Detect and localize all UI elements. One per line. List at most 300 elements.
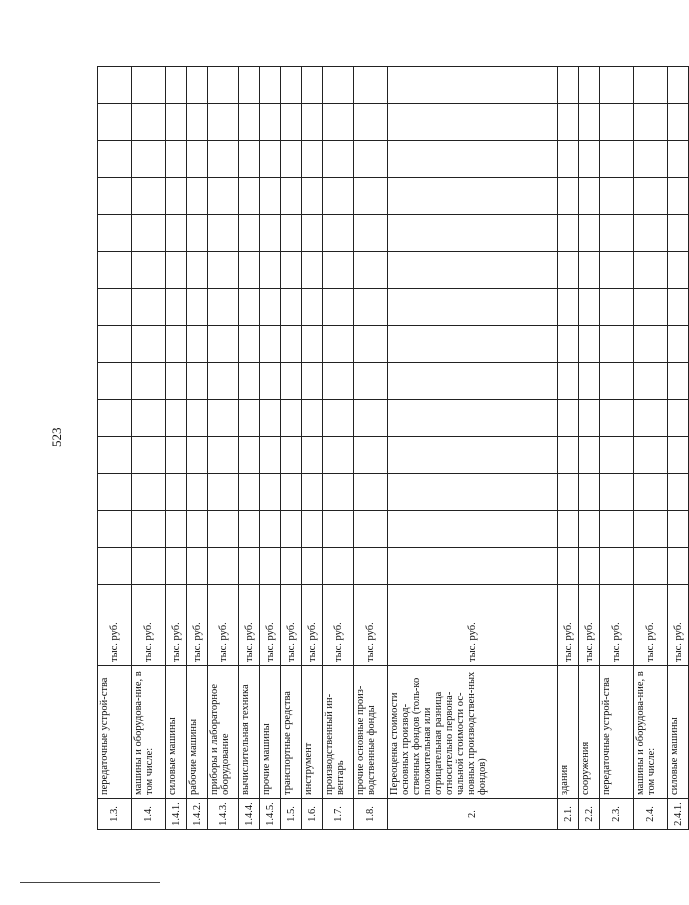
- empty-cell: [354, 67, 388, 104]
- empty-cell: [239, 178, 260, 215]
- table-row: [239, 67, 260, 830]
- empty-cell: [132, 252, 166, 289]
- empty-cell: [260, 326, 281, 363]
- empty-cell: [281, 141, 302, 178]
- empty-cell: [260, 215, 281, 252]
- table-row: [98, 67, 132, 830]
- empty-cell: [668, 400, 689, 437]
- empty-cell: [98, 215, 132, 252]
- row-unit: тыс. руб.: [239, 585, 260, 666]
- empty-cell: [239, 141, 260, 178]
- table-row: [388, 67, 558, 830]
- empty-cell: [208, 215, 239, 252]
- empty-cell: [281, 326, 302, 363]
- empty-cell: [600, 141, 634, 178]
- empty-cell: [208, 104, 239, 141]
- empty-cell: [239, 326, 260, 363]
- empty-cell: [558, 326, 579, 363]
- empty-cell: [132, 474, 166, 511]
- empty-cell: [600, 363, 634, 400]
- empty-cell: [388, 326, 558, 363]
- empty-cell: [239, 289, 260, 326]
- row-unit: тыс. руб.: [187, 585, 208, 666]
- empty-cell: [281, 474, 302, 511]
- empty-cell: [132, 511, 166, 548]
- table-row: [281, 67, 302, 830]
- empty-cell: [208, 437, 239, 474]
- empty-cell: [558, 548, 579, 585]
- empty-cell: [132, 215, 166, 252]
- empty-cell: [187, 326, 208, 363]
- empty-cell: [98, 548, 132, 585]
- empty-cell: [166, 363, 187, 400]
- empty-cell: [132, 400, 166, 437]
- empty-cell: [98, 400, 132, 437]
- empty-cell: [260, 400, 281, 437]
- empty-cell: [579, 437, 600, 474]
- empty-cell: [208, 326, 239, 363]
- empty-cell: [302, 474, 323, 511]
- row-unit: тыс. руб.: [98, 585, 132, 666]
- empty-cell: [260, 548, 281, 585]
- row-name: прочие основные произ-водственные фонды: [354, 666, 388, 799]
- row-name: силовые машины: [166, 666, 187, 799]
- empty-cell: [634, 474, 668, 511]
- empty-cell: [558, 178, 579, 215]
- row-unit: тыс. руб.: [208, 585, 239, 666]
- empty-cell: [166, 67, 187, 104]
- empty-cell: [187, 289, 208, 326]
- empty-cell: [579, 104, 600, 141]
- empty-cell: [600, 215, 634, 252]
- empty-cell: [208, 141, 239, 178]
- empty-cell: [132, 141, 166, 178]
- empty-cell: [281, 215, 302, 252]
- empty-cell: [579, 141, 600, 178]
- empty-cell: [187, 437, 208, 474]
- empty-cell: [388, 400, 558, 437]
- empty-cell: [260, 511, 281, 548]
- empty-cell: [323, 67, 354, 104]
- row-name: передаточные устрой-ства: [600, 666, 634, 799]
- row-number: 1.6.: [302, 799, 323, 830]
- empty-cell: [302, 178, 323, 215]
- empty-cell: [132, 67, 166, 104]
- empty-cell: [98, 511, 132, 548]
- row-unit: тыс. руб.: [354, 585, 388, 666]
- empty-cell: [166, 289, 187, 326]
- empty-cell: [388, 548, 558, 585]
- table-row: [166, 67, 187, 830]
- empty-cell: [281, 363, 302, 400]
- empty-cell: [323, 548, 354, 585]
- empty-cell: [302, 511, 323, 548]
- row-name: машины и оборудова-ние, в том числе:: [132, 666, 166, 799]
- empty-cell: [98, 474, 132, 511]
- row-name: инструмент: [302, 666, 323, 799]
- row-number: 2.4.1.: [668, 799, 689, 830]
- empty-cell: [208, 548, 239, 585]
- empty-cell: [323, 400, 354, 437]
- empty-cell: [354, 400, 388, 437]
- table-row: [354, 67, 388, 830]
- empty-cell: [323, 474, 354, 511]
- empty-cell: [388, 141, 558, 178]
- empty-cell: [187, 400, 208, 437]
- row-number: 2.2.: [579, 799, 600, 830]
- table-row: [634, 67, 668, 830]
- empty-cell: [558, 104, 579, 141]
- empty-cell: [634, 511, 668, 548]
- table-row: [579, 67, 600, 830]
- empty-cell: [239, 548, 260, 585]
- empty-cell: [600, 400, 634, 437]
- empty-cell: [281, 104, 302, 141]
- row-name: приборы и лабораторное оборудование: [208, 666, 239, 799]
- empty-cell: [166, 104, 187, 141]
- row-number: 1.3.: [98, 799, 132, 830]
- row-unit: тыс. руб.: [579, 585, 600, 666]
- empty-cell: [98, 252, 132, 289]
- empty-cell: [302, 104, 323, 141]
- empty-cell: [302, 289, 323, 326]
- empty-cell: [98, 326, 132, 363]
- row-unit: тыс. руб.: [166, 585, 187, 666]
- empty-cell: [634, 289, 668, 326]
- empty-cell: [388, 289, 558, 326]
- row-unit: тыс. руб.: [302, 585, 323, 666]
- empty-cell: [323, 363, 354, 400]
- empty-cell: [388, 178, 558, 215]
- empty-cell: [260, 67, 281, 104]
- empty-cell: [208, 289, 239, 326]
- empty-cell: [302, 437, 323, 474]
- empty-cell: [260, 437, 281, 474]
- empty-cell: [239, 437, 260, 474]
- empty-cell: [166, 215, 187, 252]
- empty-cell: [260, 104, 281, 141]
- row-number: 1.7.: [323, 799, 354, 830]
- row-number: 1.4.: [132, 799, 166, 830]
- empty-cell: [668, 548, 689, 585]
- table-row: [668, 67, 689, 830]
- empty-cell: [579, 511, 600, 548]
- row-number: 1.5.: [281, 799, 302, 830]
- empty-cell: [668, 326, 689, 363]
- empty-cell: [634, 141, 668, 178]
- empty-cell: [239, 252, 260, 289]
- empty-cell: [354, 141, 388, 178]
- empty-cell: [302, 326, 323, 363]
- table-row: [558, 67, 579, 830]
- empty-cell: [354, 289, 388, 326]
- empty-cell: [600, 326, 634, 363]
- empty-cell: [354, 437, 388, 474]
- empty-cell: [166, 474, 187, 511]
- row-unit: тыс. руб.: [600, 585, 634, 666]
- empty-cell: [260, 289, 281, 326]
- empty-cell: [281, 289, 302, 326]
- empty-cell: [187, 474, 208, 511]
- empty-cell: [634, 178, 668, 215]
- empty-cell: [187, 178, 208, 215]
- empty-cell: [558, 141, 579, 178]
- empty-cell: [239, 363, 260, 400]
- empty-cell: [302, 400, 323, 437]
- empty-cell: [668, 437, 689, 474]
- empty-cell: [302, 141, 323, 178]
- empty-cell: [579, 252, 600, 289]
- empty-cell: [260, 141, 281, 178]
- empty-cell: [260, 252, 281, 289]
- empty-cell: [98, 363, 132, 400]
- empty-cell: [187, 104, 208, 141]
- empty-cell: [132, 437, 166, 474]
- row-name: производственный ин-вентарь: [323, 666, 354, 799]
- row-number: 2.3.: [600, 799, 634, 830]
- empty-cell: [579, 289, 600, 326]
- table-wrap: [97, 100, 684, 830]
- empty-cell: [600, 511, 634, 548]
- empty-cell: [579, 474, 600, 511]
- row-number: 1.4.3.: [208, 799, 239, 830]
- empty-cell: [600, 548, 634, 585]
- row-unit: тыс. руб.: [388, 585, 558, 666]
- empty-cell: [388, 474, 558, 511]
- empty-cell: [239, 67, 260, 104]
- empty-cell: [302, 215, 323, 252]
- empty-cell: [166, 437, 187, 474]
- empty-cell: [323, 326, 354, 363]
- row-name: прочие машины: [260, 666, 281, 799]
- empty-cell: [239, 511, 260, 548]
- empty-cell: [558, 437, 579, 474]
- empty-cell: [302, 363, 323, 400]
- empty-cell: [388, 437, 558, 474]
- empty-cell: [600, 474, 634, 511]
- empty-cell: [354, 252, 388, 289]
- empty-cell: [354, 326, 388, 363]
- empty-cell: [187, 363, 208, 400]
- row-name: сооружения: [579, 666, 600, 799]
- empty-cell: [600, 104, 634, 141]
- empty-cell: [98, 178, 132, 215]
- empty-cell: [388, 252, 558, 289]
- empty-cell: [187, 67, 208, 104]
- empty-cell: [98, 289, 132, 326]
- empty-cell: [166, 400, 187, 437]
- empty-cell: [600, 289, 634, 326]
- empty-cell: [132, 363, 166, 400]
- row-unit: тыс. руб.: [634, 585, 668, 666]
- empty-cell: [281, 67, 302, 104]
- empty-cell: [388, 215, 558, 252]
- empty-cell: [302, 252, 323, 289]
- empty-cell: [98, 104, 132, 141]
- empty-cell: [354, 104, 388, 141]
- empty-cell: [579, 67, 600, 104]
- empty-cell: [239, 474, 260, 511]
- row-number: 1.4.4.: [239, 799, 260, 830]
- table-row: [302, 67, 323, 830]
- empty-cell: [302, 548, 323, 585]
- empty-cell: [558, 474, 579, 511]
- empty-cell: [239, 400, 260, 437]
- row-number: 1.4.5.: [260, 799, 281, 830]
- empty-cell: [187, 511, 208, 548]
- empty-cell: [634, 215, 668, 252]
- table-row: [208, 67, 239, 830]
- row-unit: тыс. руб.: [260, 585, 281, 666]
- empty-cell: [558, 252, 579, 289]
- empty-cell: [132, 289, 166, 326]
- empty-cell: [579, 326, 600, 363]
- empty-cell: [166, 326, 187, 363]
- table-row: [132, 67, 166, 830]
- empty-cell: [634, 104, 668, 141]
- empty-cell: [323, 178, 354, 215]
- empty-cell: [281, 437, 302, 474]
- empty-cell: [166, 548, 187, 585]
- empty-cell: [98, 437, 132, 474]
- empty-cell: [634, 67, 668, 104]
- empty-cell: [668, 104, 689, 141]
- empty-cell: [668, 67, 689, 104]
- empty-cell: [260, 474, 281, 511]
- empty-cell: [323, 141, 354, 178]
- empty-cell: [132, 548, 166, 585]
- empty-cell: [98, 141, 132, 178]
- empty-cell: [668, 141, 689, 178]
- empty-cell: [354, 548, 388, 585]
- empty-cell: [388, 511, 558, 548]
- empty-cell: [579, 178, 600, 215]
- empty-cell: [600, 252, 634, 289]
- empty-cell: [208, 474, 239, 511]
- row-unit: тыс. руб.: [323, 585, 354, 666]
- empty-cell: [634, 548, 668, 585]
- row-name: машины и оборудова-ние, в том числе:: [634, 666, 668, 799]
- row-number: 1.4.1.: [166, 799, 187, 830]
- empty-cell: [579, 215, 600, 252]
- empty-cell: [208, 511, 239, 548]
- empty-cell: [281, 548, 302, 585]
- empty-cell: [323, 252, 354, 289]
- empty-cell: [668, 289, 689, 326]
- page-number: 523: [49, 427, 64, 447]
- row-name: здания: [558, 666, 579, 799]
- empty-cell: [187, 141, 208, 178]
- empty-cell: [668, 178, 689, 215]
- empty-cell: [634, 326, 668, 363]
- empty-cell: [323, 289, 354, 326]
- empty-cell: [281, 511, 302, 548]
- empty-cell: [354, 363, 388, 400]
- empty-cell: [323, 215, 354, 252]
- empty-cell: [239, 104, 260, 141]
- empty-cell: [668, 215, 689, 252]
- footnote-rule: [20, 882, 160, 883]
- empty-cell: [166, 252, 187, 289]
- empty-cell: [558, 289, 579, 326]
- table-row: [600, 67, 634, 830]
- row-unit: тыс. руб.: [132, 585, 166, 666]
- row-name: рабочие машины: [187, 666, 208, 799]
- row-unit: тыс. руб.: [281, 585, 302, 666]
- row-unit: тыс. руб.: [558, 585, 579, 666]
- empty-cell: [208, 252, 239, 289]
- empty-cell: [668, 363, 689, 400]
- row-name: силовые машины: [668, 666, 689, 799]
- empty-cell: [208, 178, 239, 215]
- empty-cell: [579, 548, 600, 585]
- empty-cell: [239, 215, 260, 252]
- empty-cell: [354, 511, 388, 548]
- row-number: 2.4.: [634, 799, 668, 830]
- empty-cell: [260, 178, 281, 215]
- empty-cell: [208, 67, 239, 104]
- empty-cell: [558, 67, 579, 104]
- empty-cell: [132, 104, 166, 141]
- empty-cell: [166, 511, 187, 548]
- row-number: 2.1.: [558, 799, 579, 830]
- empty-cell: [281, 178, 302, 215]
- empty-cell: [558, 511, 579, 548]
- empty-cell: [354, 178, 388, 215]
- empty-cell: [166, 141, 187, 178]
- empty-cell: [668, 474, 689, 511]
- row-number: 2.: [388, 799, 558, 830]
- empty-cell: [634, 363, 668, 400]
- empty-cell: [634, 400, 668, 437]
- empty-cell: [388, 363, 558, 400]
- empty-cell: [558, 400, 579, 437]
- row-number: 1.4.2.: [187, 799, 208, 830]
- empty-cell: [281, 252, 302, 289]
- empty-cell: [579, 400, 600, 437]
- empty-cell: [281, 400, 302, 437]
- empty-cell: [187, 548, 208, 585]
- empty-cell: [323, 104, 354, 141]
- empty-cell: [208, 363, 239, 400]
- table-row: [187, 67, 208, 830]
- empty-cell: [260, 363, 281, 400]
- empty-cell: [208, 400, 239, 437]
- empty-cell: [354, 215, 388, 252]
- empty-cell: [323, 511, 354, 548]
- empty-cell: [634, 437, 668, 474]
- empty-cell: [132, 178, 166, 215]
- empty-cell: [579, 363, 600, 400]
- empty-cell: [600, 178, 634, 215]
- empty-cell: [600, 67, 634, 104]
- empty-cell: [634, 252, 668, 289]
- row-name: транспортные средства: [281, 666, 302, 799]
- empty-cell: [187, 215, 208, 252]
- empty-cell: [132, 326, 166, 363]
- row-number: 1.8.: [354, 799, 388, 830]
- table-row: [323, 67, 354, 830]
- empty-cell: [558, 215, 579, 252]
- empty-cell: [98, 67, 132, 104]
- data-table: [97, 66, 689, 830]
- table-row: [260, 67, 281, 830]
- empty-cell: [166, 178, 187, 215]
- empty-cell: [323, 437, 354, 474]
- row-name: Переоценка стоимости основных производ-ственных фондов (толь-ко положительная или отрицательная разница относительно первона-чальной стоимости ос-новных производствен-ных фондов): [388, 666, 558, 799]
- empty-cell: [558, 363, 579, 400]
- empty-cell: [668, 511, 689, 548]
